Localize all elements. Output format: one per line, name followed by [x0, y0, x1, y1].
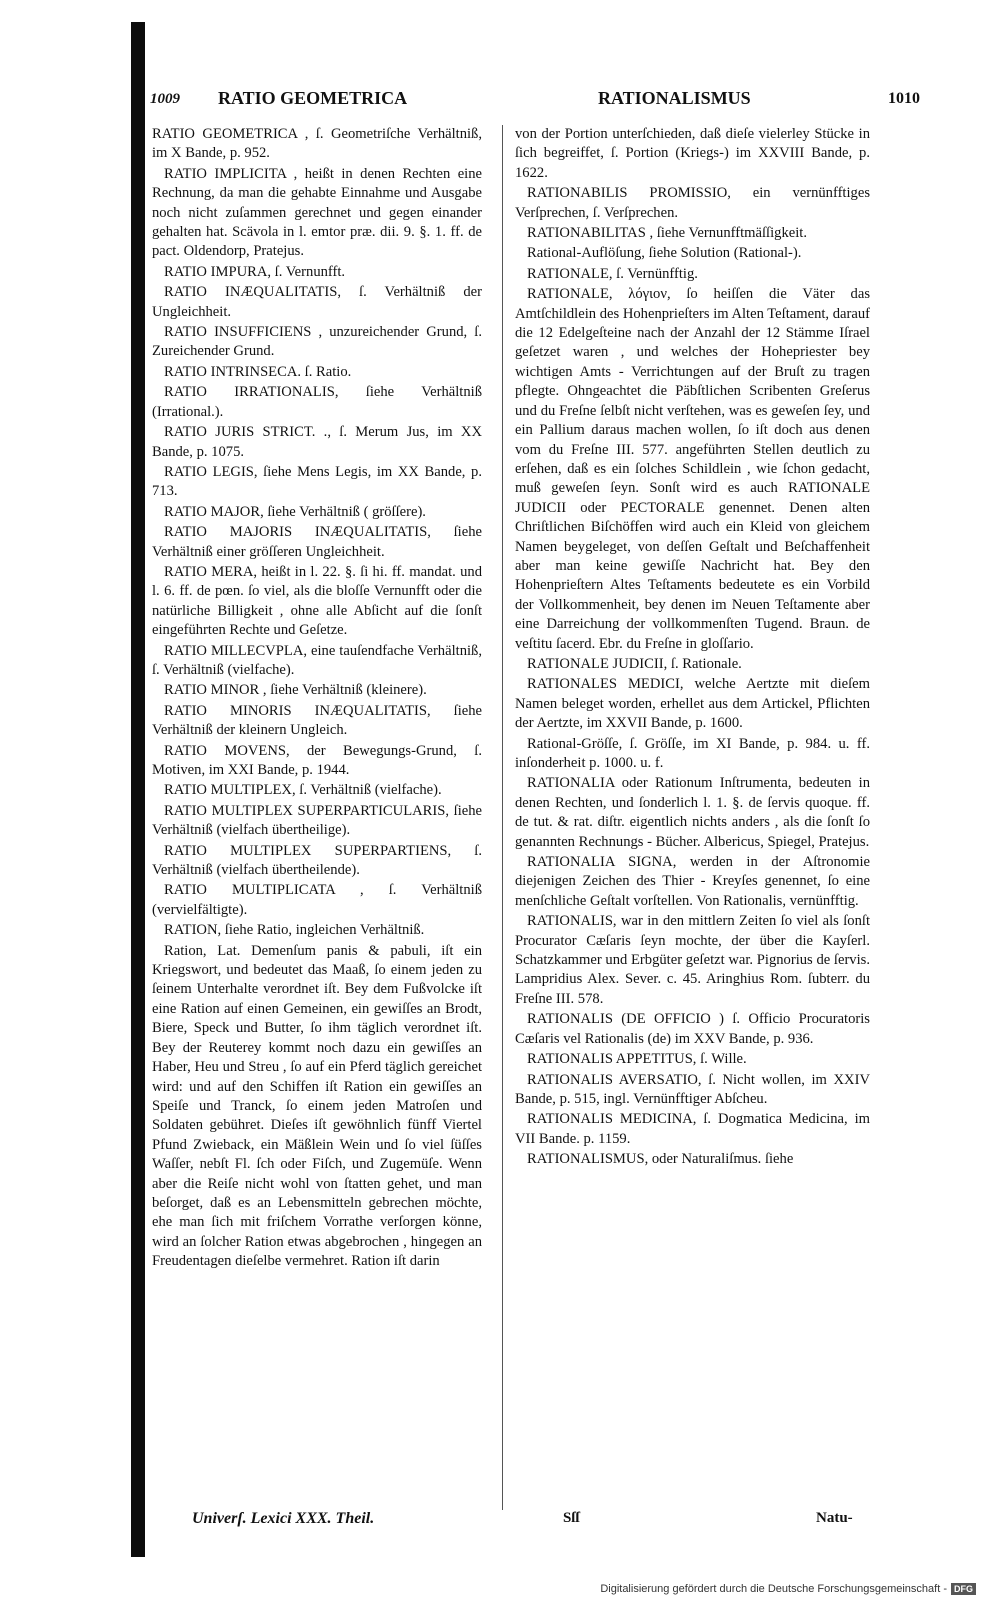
dictionary-entry: RATIO MULTIPLEX, ſ. Verhältniß (vielfache). — [164, 782, 442, 799]
dictionary-entry: RATIO INSUFFICIENS , unzureichender Grund, ſ. Zureichender Grund. — [152, 324, 482, 360]
dictionary-entry: RATIO IRRATIONALIS, ſiehe Verhältniß (Irrational.). — [152, 384, 482, 420]
right-headword: RATIONALISMUS — [598, 88, 751, 108]
dictionary-entry: RATIONABILITAS , ſiehe Vernunfftmäſſigkeit. — [527, 225, 807, 242]
dictionary-entry: Rational-Auflöſung, ſiehe Solution (Rational-). — [527, 245, 802, 262]
dictionary-entry: RATIONALIS (DE OFFICIO ) ſ. Officio Procuratoris Cæſaris vel Rationalis (de) im XXV Bande, p. 936. — [515, 1011, 870, 1047]
dictionary-entry: RATIO MINORIS INÆQUALITATIS, ſiehe Verhältniß der kleinern Ungleich. — [152, 702, 482, 739]
dictionary-entry: von der Portion unterſchieden, daß dieſe vielerley Stücke in ſich begreiffet, ſ. Portion (Kriegs-) im XXVIII Bande, p. 1622. — [515, 126, 870, 181]
dictionary-entry: RATIONALIS AVERSATIO, ſ. Nicht wollen, im XXIV Bande, p. 515, ingl. Vernünfftiger Abſcheu. — [515, 1071, 870, 1107]
dictionary-entry: RATIO GEOMETRICA , ſ. Geometriſche Verhältniß, im X Bande, p. 952. — [152, 126, 482, 162]
dictionary-entry: RATIONALES MEDICI, welche Aertzte mit dieſem Namen beleget worden, erhellet aus dem Artickel, Pflichten der Aertzte, im XXVII Bande, p. 1600. — [515, 676, 870, 732]
right-page-number: 1010 — [888, 90, 920, 107]
dictionary-entry: RATIONALIS, war in den mittlern Zeiten ſo viel als ſonſt Procurator Cæſaris ſeyn mochte, der über die Kayſerl. Schatzkammer und Erbgüter geſetzt war. Pignorius de ſervis. Lampridius Alex. Sever. c. 45. Aringhius Rom. ſubterr. du Freſne III. 578. — [515, 913, 870, 1007]
dictionary-entry: Ration, Lat. Demenſum panis & pabuli, iſt ein Kriegswort, und bedeutet das Maaß, ſo einem jeden zu ſeinem Unterhalte verordnet iſt. Bey dem Fußvolcke iſt eine Ration auf einen Gemeinen, ein gewiſſes an Brodt, Biere, Speck und Butter, ſo ihm täglich verordnet iſt. Bey der Reuterey kommt noch dazu ein gewiſſes an Haber, Heu und Streu , ſo auf ein Pferd täglich gereichet wird: und auf den Schiffen iſt Ration ein gewiſſes an Speiſe und Tranck, ſo einem jeden Matroſen und Soldaten gebühret. Dieſes iſt gewöhnlich fünff Viertel Pfund Zwieback, ein Mäßlein Wein und ſo viel ſüſſes Waſſer, nebſt Fl. ſch oder Fiſch, und Zugemüſe. Wenn aber die Reiſe nicht wohl von ſtatten gehet, und man beſorget, daß es an Lebensmitteln gebrechen möchte, ehe man ſich mit friſchem Vorrathe verſorgen könne, wird an ſolcher Ration etwas abgebrochen , hingegen an Freudentagen dieſelbe vermehret. Ration iſt darin — [152, 942, 482, 1270]
dictionary-entry: RATIONALE, λόγιον, ſo heiſſen die Väter das Amtſchildlein des Hohenprieſters im Alten Teſtament, darauf die 12 Edelgeſteine nach der Anzahl der 12 Stämme Iſrael geſetzet waren , und welches der Hohepriester bey wichtigen Amts - Verrichtungen auf der Bruſt zu tragen pflegte. Ohngeachtet die Päbſtlichen Scribenten Greſerus und du Freſne ſelbſt nicht verſtehen, was es geweſen ſey, und ein Pallium daraus machen wollen, ſo iſt doch aus denen vom du Freſne III. 577. angeführten Stellen deutlich zu erſehen, daß es ein ſolches Schildlein , wie ſchon gedacht, muß geweſen ſeyn. Sonſt wird es auch RATIONALE JUDICII oder PECTORALE genennet. Denen alten Chriſtlichen Biſchöffen wird auch ein Kleid von gleichem Namen beygeleget, von deſſen Geſtalt und Beſchaffenheit aber man keine gewiſſe Nachricht hat. Bey den Hohenprieſtern Altes Teſtaments bedeutete es ein Vorbild der Vollkommenheit, bey denen im Neuen Teſtamente aber eine Darreichung der vollkommenſten Tugend. Braun. de veſtitu ſacerd. Ebr. du Freſne in gloſſario. — [515, 286, 870, 652]
dictionary-entry: RATIO IMPLICITA , heißt in denen Rechten eine Rechnung, da man die gehabte Einnahme und Ausgabe noch nicht zuſammen gerechnet und gegen einander gehalten hat. Scävola in l. emtor præ. dii. 9. §. 1. ff. de pact. Oldendorp, Pratejus. — [152, 165, 482, 260]
dictionary-entry: RATIO LEGIS, ſiehe Mens Legis, im XX Bande, p. 713. — [152, 463, 482, 500]
dictionary-entry: RATIO INÆQUALITATIS, ſ. Verhältniß der Ungleichheit. — [152, 284, 482, 320]
column-divider — [502, 125, 503, 1510]
left-headword: RATIO GEOMETRICA — [218, 88, 408, 108]
dictionary-entry: RATIO MOVENS, der Bewegungs-Grund, ſ. Motiven, im XXI Bande, p. 1944. — [152, 742, 482, 778]
dictionary-entry: Rational-Gröſſe, ſ. Gröſſe, im XI Bande, p. 984. u. ff. inſonderheit p. 1000. u. f. — [515, 735, 870, 771]
running-header — [150, 88, 920, 114]
credit-text: Digitalisierung gefördert durch die Deutsche Forschungsgemeinschaft - — [600, 1583, 947, 1595]
dictionary-entry: RATIO MAJOR, ſiehe Verhältniß ( gröſſere). — [164, 503, 426, 520]
dictionary-entry: RATIO INTRINSECA. ſ. Ratio. — [164, 363, 352, 380]
dictionary-entry: RATIO MULTIPLICATA , ſ. Verhältniß (vervielfältigte). — [152, 882, 482, 918]
volume-line: Univerſ. Lexici XXX. Theil. — [192, 1510, 375, 1527]
signature-mark: Sſſ — [563, 1510, 580, 1526]
dictionary-entry: RATIONALIS APPETITUS, ſ. Wille. — [527, 1051, 747, 1068]
dictionary-entry: RATIONALIS MEDICINA, ſ. Dogmatica Medicina, im VII Bande. p. 1159. — [515, 1111, 870, 1147]
dictionary-entry: RATIO MULTIPLEX SUPERPARTIENS, ſ. Verhältniß (vielfach übertheilende). — [152, 842, 482, 879]
dictionary-entry: RATIONALIA oder Rationum Inſtrumenta, bedeuten in denen Rechten, und ſonderlich l. 1. §. de ſervis quoque. ff. de tut. & rat. diſtr. eigentlich nichts anders , als die ſonſt ſo genannten Rechnungs - Bücher. Albericus, Spiegel, Pratejus. — [515, 775, 870, 850]
dictionary-entry: RATIO IMPURA, ſ. Vernunfft. — [164, 263, 346, 280]
dictionary-entry: RATIONALISMUS, oder Naturaliſmus. ſiehe — [527, 1151, 794, 1168]
left-page-number: 1009 — [150, 91, 180, 107]
dfg-logo: DFG — [951, 1583, 976, 1595]
dictionary-entry: RATIONALE JUDICII, ſ. Rationale. — [527, 655, 742, 672]
dictionary-entry: RATIONABILIS PROMISSIO, ein vernünfftiges Verſprechen, ſ. Verſprechen. — [515, 185, 870, 221]
dictionary-entry: RATIO MILLECVPLA, eine tauſendfache Verhältniß, ſ. Verhältniß (vielfache). — [152, 642, 482, 678]
dictionary-entry: RATIO MAJORIS INÆQUALITATIS, ſiehe Verhältniß einer gröſſeren Ungleichheit. — [152, 524, 482, 560]
catchword: Natu- — [816, 1510, 853, 1526]
dictionary-entry: RATIO MINOR , ſiehe Verhältniß (kleinere). — [164, 682, 427, 699]
dictionary-entry: RATIONALIA SIGNA, werden in der Aſtronomie diejenigen Zeichen des Thier - Kreyſes genennet, ſo eine menſchliche Geſtalt vorſtellen. Von Rationalis, vernünfftig. — [515, 854, 870, 909]
dictionary-entry: RATION, ſiehe Ratio, ingleichen Verhältniß. — [164, 922, 425, 939]
digitization-credit — [600, 1583, 976, 1595]
book-spine-edge — [131, 22, 145, 1557]
right-column — [515, 125, 870, 1171]
dictionary-entry: RATIONALE, ſ. Vernünfftig. — [527, 265, 698, 282]
dictionary-entry: RATIO MULTIPLEX SUPERPARTICULARIS, ſiehe Verhältniß (vielfach übertheilige). — [152, 802, 482, 839]
dictionary-entry: RATIO JURIS STRICT. ., ſ. Merum Jus, im XX Bande, p. 1075. — [152, 424, 482, 460]
left-column — [152, 125, 482, 1273]
dictionary-entry: RATIO MERA, heißt in l. 22. §. ſi hi. ff. mandat. und l. 6. ff. de pœn. ſo viel, als die bloſſe Vernunfft oder die natürliche Billigkeit , ohne alle Abſicht auf die ſonſt eingeführten Rechte und Geſetze. — [152, 563, 482, 639]
